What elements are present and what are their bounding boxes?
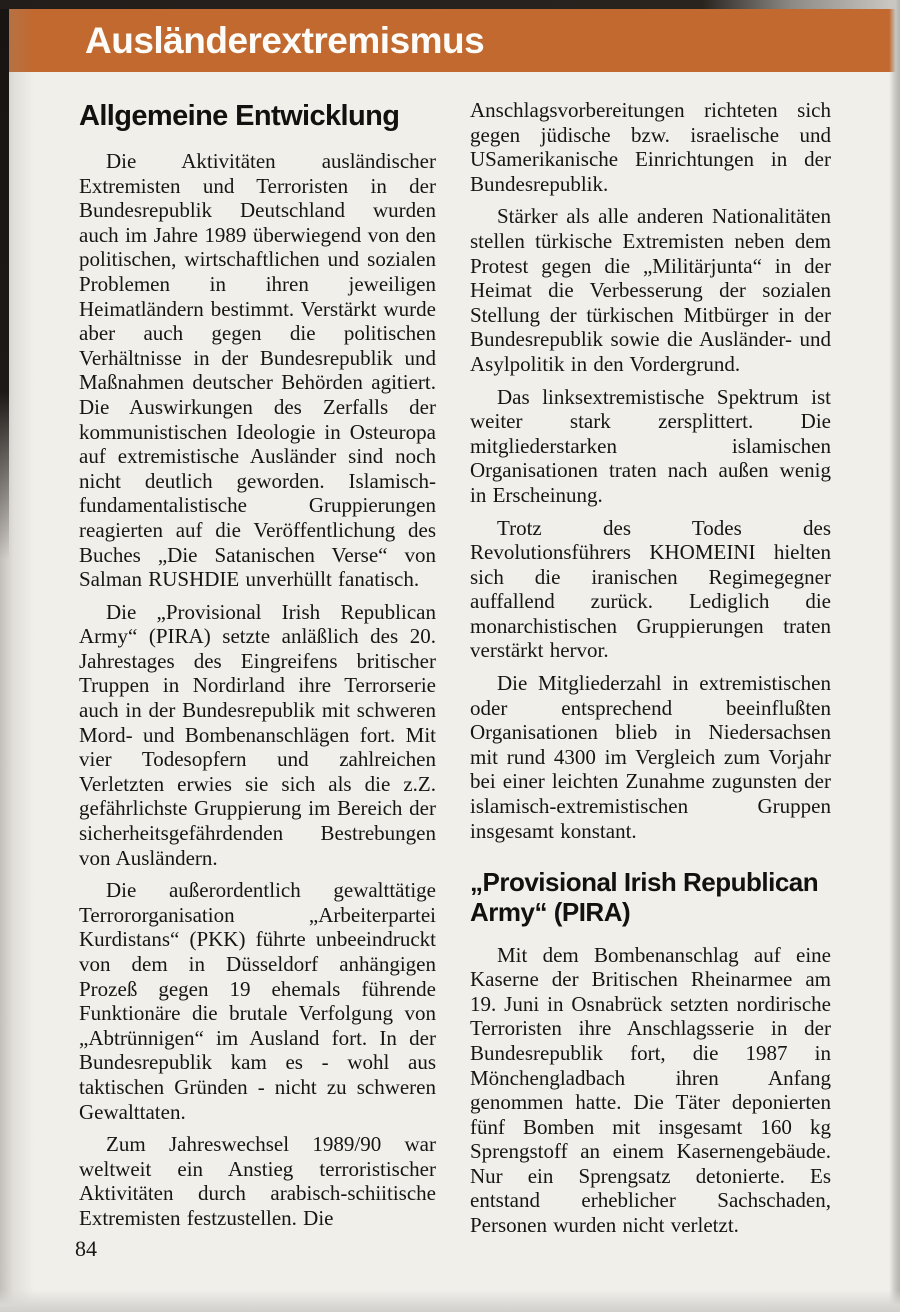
right-column xyxy=(470,98,831,1246)
paragraph: Die außerordentlich gewalttätige Terrororganisation „Arbeiterpartei Kurdistans“ (PKK) führte unbeeindruckt von dem in Düsseldorf anhängigen Prozeß gegen 19 ehemals führende Funktionäre die brutale Verfolgung von „Abtrünnigen“ im Ausland fort. In der Bundesrepublik kam es - wohl aus taktischen Gründen - nicht zu schweren Gewalttaten. xyxy=(79,878,436,1124)
paragraph: Die Aktivitäten ausländischer Extremisten und Terroristen in der Bundesrepublik Deutschland wurden auch im Jahre 1989 überwiegend von den politischen, wirtschaftlichen und sozialen Problemen in ihren jeweiligen Heimatländern bestimmt. Verstärkt wurde aber auch gegen die politischen Verhältnisse in der Bundesrepublik und Maßnahmen deutscher Behörden agitiert. Die Auswirkungen des Zerfalls der kommunistischen Ideologie in Osteuropa auf extremistische Ausländer sind noch nicht deutlich geworden. Islamisch-fundamentalistische Gruppierungen reagierten auf die Veröffentlichung des Buches „Die Satanischen Verse“ von Salman RUSHDIE unverhüllt fanatisch. xyxy=(79,149,436,592)
section-heading: Allgemeine Entwicklung xyxy=(79,100,400,132)
paragraph: Trotz des Todes des Revolutionsführers KHOMEINI hielten sich die iranischen Regimegegner auffallend zurück. Lediglich die monarchistischen Gruppierungen traten verstärkt hervor. xyxy=(470,515,831,663)
scan-bottom-edge xyxy=(0,1290,900,1312)
page-number: 84 xyxy=(75,1236,97,1261)
scan-right-edge xyxy=(889,0,900,1312)
chapter-title: Ausländerextremismus xyxy=(85,19,485,61)
paragraph: Stärker als alle anderen Nationalitäten stellen türkische Extremisten neben dem Protest gegen die „Militärjunta“ in der Heimat die Verbesserung der sozialen Stellung der türkischen Mitbürger in der Bundesrepublik sowie die Ausländer- und Asylpolitik in den Vordergrund. xyxy=(470,204,831,376)
paragraph: Zum Jahreswechsel 1989/90 war weltweit ein Anstieg terroristischer Aktivitäten durch arabisch-schiitische Extremisten festzustellen. Die xyxy=(79,1132,436,1230)
paragraph: Die Mitgliederzahl in extremistischen oder entsprechend beeinflußten Organisationen blieb in Niedersachsen mit rund 4300 im Vergleich zum Vorjahr bei einer leichten Zunahme zugunsten der islamisch-extremistischen Gruppen insgesamt konstant. xyxy=(470,671,831,843)
left-column xyxy=(79,100,436,1239)
paragraph: Das linksextremistische Spektrum ist weiter stark zersplittert. Die mitgliederstarken islamischen Organisationen traten nach außen wenig in Erscheinung. xyxy=(470,384,831,507)
paragraph: Die „Provisional Irish Republican Army“ (PIRA) setzte anläßlich des 20. Jahrestages des Eingreifens britischer Truppen in Nordirland ihre Terrorserie auch in der Bundesrepublik mit schweren Mord- und Bombenanschlägen fort. Mit vier Todesopfern und zahlreichen Verletzten erwies sie sich als die z.Z. gefährlichste Gruppierung im Bereich der sicherheitsgefährdenden Bestrebungen von Ausländern. xyxy=(79,599,436,870)
scan-left-edge xyxy=(0,0,9,560)
subsection-heading: „Provisional Irish Republican Army“ (PIRA) xyxy=(470,867,819,928)
paragraph: Mit dem Bombenanschlag auf eine Kaserne der Britischen Rheinarmee am 19. Juni in Osnabrück setzten nordirische Terroristen ihre Anschlagsserie in der Bundesrepublik fort, die 1987 in Mönchengladbach ihren Anfang genommen hatte. Die Täter deponierten fünf Bomben mit insgesamt 160 kg Sprengstoff an einem Kasernengebäude. Nur ein Sprengsatz detonierte. Es entstand erheblicher Sachschaden, Personen wurden nicht verletzt. xyxy=(470,942,831,1238)
chapter-header-bar xyxy=(0,9,900,72)
scan-top-edge xyxy=(0,0,900,9)
paragraph: Anschlagsvorbereitungen richteten sich gegen jüdische bzw. israelische und USamerikanische Einrichtungen in der Bundesrepublik. xyxy=(470,98,831,196)
